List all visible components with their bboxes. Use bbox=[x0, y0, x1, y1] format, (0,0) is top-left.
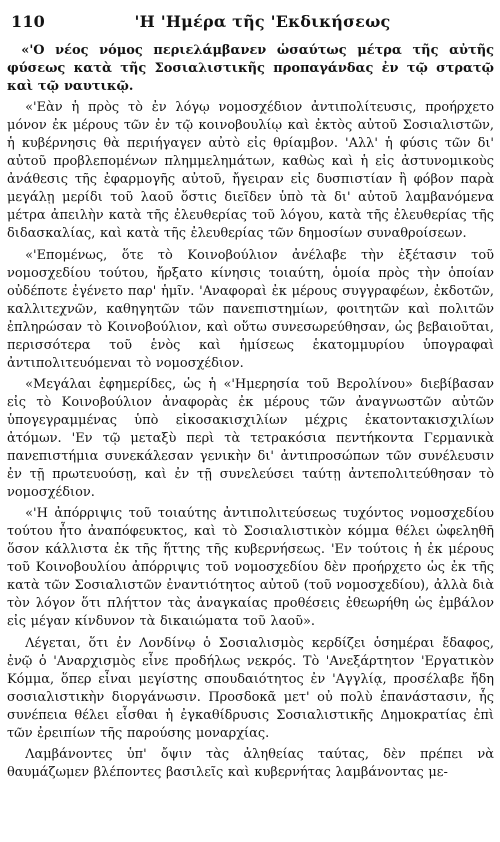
running-title: 'Η 'Ημέρα τῆς 'Εκδικήσεως bbox=[134, 12, 391, 31]
paragraph: «'Εὰν ἡ πρὸς τὸ ἐν λόγῳ νομοσχέδιον ἀντιπολίτευσις, προήρχετο μόνον ἐκ μέρους τῶν ἐν τῷ κοινοβουλίῳ καὶ ἐκτὸς αὐτοῦ Σοσιαλιστῶν, ἡ κυβέρνησις θὰ περιήγαγεν αὐτὸ εἰς θρίαμβον. 'Αλλ' ἡ φύσις τῶν δι' αὐτοῦ προβλεπομένων πλημμελημάτων, καθὼς καὶ ἡ εἰς ἀστυνομικοὺς ἀνάθεσις τῆς ἐφαρμογῆς αὐτοῦ, ἤγειραν εἰς δυσπιστίαν ἢ φόβον παρὰ μεγάλῃ μερίδι τοῦ λαοῦ ὅστις διεῖδεν ὑπὸ τὰ δι' αὐτοῦ λαμβανόμενα μέτρα ἀπειλὴν κατὰ τῆς ἐλευθερίας τοῦ λόγου, κατὰ τῆς ἐλευθερίας τῆς διδασκαλίας, καὶ κατὰ τῆς ἐλευθερίας τῶν δημοσίων συναθροίσεων. bbox=[7, 100, 494, 242]
paragraph: Λέγεται, ὅτι ἐν Λονδίνῳ ὁ Σοσιαλισμὸς κερδίζει ὁσημέραι ἔδαφος, ἐνῷ ὁ 'Αναρχισμὸς εἶνε προδήλως νεκρός. Τὸ 'Ανεξάρτητον 'Εργατικὸν Κόμμα, ὅπερ εἶναι μεγίστης σπουδαιότητος ἐν 'Αγγλίᾳ, προσέλαβε ἤδη σοσιαλιστικὴν διοργάνωσιν. Προσδοκᾶ μετ' οὐ πολὺ ἐπανάστασιν, ἧς συνέπεια θέλει εἶσθαι ἡ ἐγκαθίδρυσις Σοσιαλιστικῆς Δημοκρατίας ἐπὶ τῶν ἐρειπίων τῆς παρούσης μοναρχίας. bbox=[7, 635, 494, 741]
paragraph: Λαμβάνοντες ὑπ' ὄψιν τὰς ἀληθείας ταύτας, δὲν πρέπει νὰ θαυμάζωμεν βλέποντες βασιλεῖς καὶ κυβερνήτας λαμβάνοντας με- bbox=[7, 746, 494, 780]
page-number: 110 bbox=[11, 12, 45, 31]
paragraph: «'Επομένως, ὅτε τὸ Κοινοβούλιον ἀνέλαβε τὴν ἐξέτασιν τοῦ νομοσχεδίου τούτου, ἤρξατο κίνησις τοιαύτη, ὁμοία πρὸς τὴν ὁποίαν οὐδέποτε ἐγένετο παρ' ἡμῖν. 'Αναφοραὶ ἐκ μέρους συγγραφέων, ἐκδοτῶν, καλλιτεχνῶν, καθηγητῶν τῶν πανεπιστημίων, φοιτητῶν καὶ πολιτῶν ἐπληρώσαν τὸ Κοινοβούλιον, καὶ οὕτω συνεσωρεύθησαν, ὡς βεβαιοῦται, περισσότερα τοῦ ἑνὸς καὶ ἡμίσεως ἑκατομμυρίου ὑπογραφαὶ ἀντιπολιτευόμεναι τὸ νομοσχέδιον. bbox=[7, 247, 494, 371]
body-text bbox=[7, 42, 494, 782]
paragraph: «Μεγάλαι ἐφημερίδες, ὡς ἡ «'Ημερησία τοῦ Βερολίνου» διεβίβασαν εἰς τὸ Κοινοβούλιον ἀναφορὰς ἐκ μέρους τῶν ἀναγνωστῶν αὐτῶν ὑπογεγραμμένας ὑπὸ εἰκοσακισχιλίων μέχρις ἑκατοντακισχιλίων ἀτόμων. 'Εν τῷ μεταξὺ περὶ τὰ τετρακόσια πεντήκοντα Γερμανικὰ πανεπιστήμια συνεκάλεσαν γενικὴν δι' ἀντιπροσώπων τῶν συνέλευσιν ἐν τῇ πρωτευούσῃ, καὶ ἐν τῇ συνελεύσει ταύτῃ ἀντεπολιτεύθησαν τὸ νομοσχέδιον. bbox=[7, 376, 494, 501]
page-header bbox=[7, 6, 494, 34]
paragraph: «'Η ἀπόρριψις τοῦ τοιαύτης ἀντιπολιτεύσεως τυχόντος νομοσχεδίου τούτου ἦτο ἀναπόφευκτος, καὶ τὸ Σοσιαλιστικὸν κόμμα θέλει ὠφεληθῆ ὅσον κάλλιστα ἐκ τῆς ἥττης τῆς κυβερνήσεως. 'Εν τούτοις ἡ ἐκ μέρους τοῦ Κοινοβουλίου ἀπόρριψις τοῦ νομοσχεδίου δὲν προήρχετο ὡς ἐκ τῆς κατὰ τῶν Σοσιαλιστῶν ἐναντιότητος αὐτοῦ (τοῦ νομοσχεδίου), ἀλλὰ διὰ τὸν λόγον ὅτι πλήττον τὰς ἀναγκαίας προθέσεις ἐθεωρήθη ὡς ἐμβάλον εἰς μέγαν κίνδυνον τὰ δικαιώματα τοῦ λαοῦ». bbox=[7, 506, 494, 630]
paragraph: «'Ο νέος νόμος περιελάμβανεν ὡσαύτως μέτρα τῆς αὐτῆς φύσεως κατὰ τῆς Σοσιαλιστικῆς προπαγάνδας ἐν τῷ στρατῷ καὶ τῷ ναυτικῷ. bbox=[7, 43, 494, 95]
